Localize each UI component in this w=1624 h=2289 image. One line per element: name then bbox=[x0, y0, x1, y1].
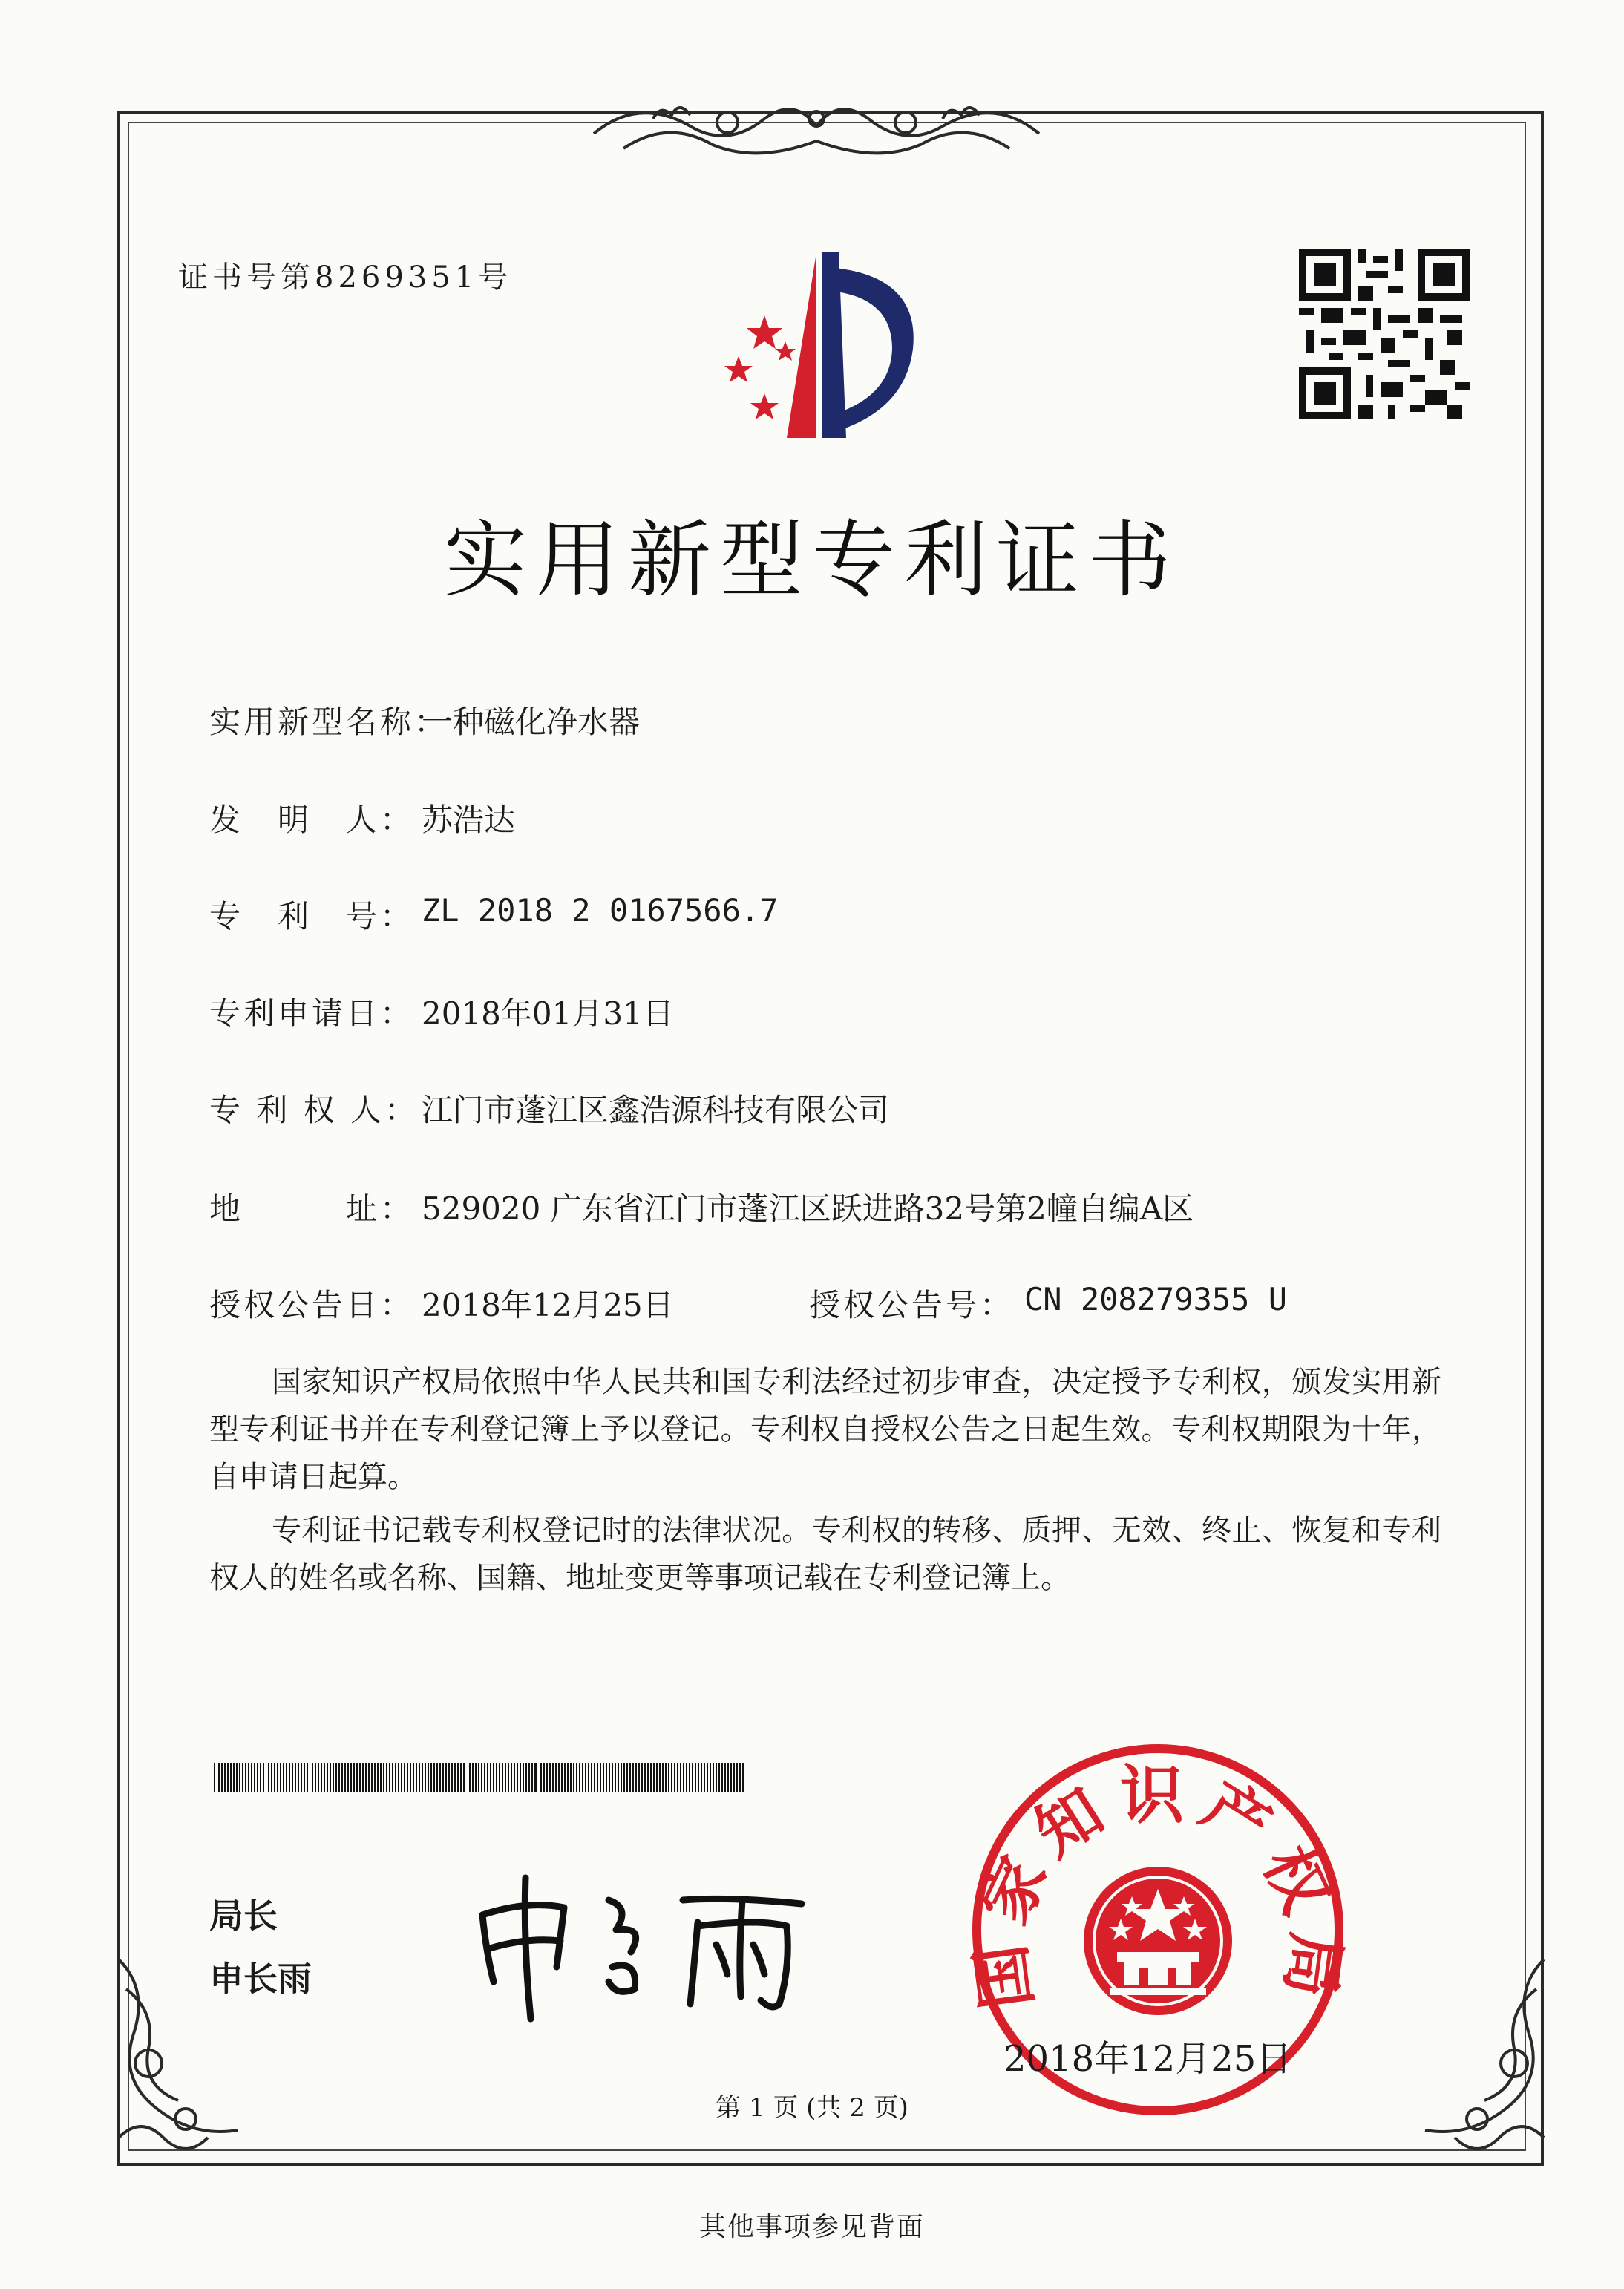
grant-date-label: 授权公告日： bbox=[209, 1287, 415, 1323]
page-indicator: 第 1 页 (共 2 页) bbox=[716, 2093, 908, 2123]
patentee-value: 江门市蓬江区鑫浩源科技有限公司 bbox=[422, 1092, 890, 1128]
seal-date: 2018年12月25日 bbox=[1003, 2038, 1292, 2080]
statement-block bbox=[209, 1358, 1441, 1602]
signatory-title: 局长 bbox=[209, 1896, 278, 1936]
statement-paragraph: 专利证书记载专利权登记时的法律状况。专利权的转移、质押、无效、终止、恢复和专利权人的姓名或名称、国籍、地址变更等事项记载在专利登记簿上。 bbox=[209, 1513, 1441, 1595]
address-value: 529020 广东省江门市蓬江区跃进路32号第2幢自编A区 bbox=[422, 1191, 1194, 1227]
certificate-number: 证书号第8269351号 bbox=[178, 261, 513, 295]
director-signature bbox=[460, 1856, 831, 2026]
qr-code-icon bbox=[1299, 249, 1470, 419]
application-date-value: 2018年01月31日 bbox=[422, 995, 674, 1032]
name-label: 实用新型名称： bbox=[209, 704, 449, 740]
statement-paragraph: 国家知识产权局依照中华人民共和国专利法经过初步审查，决定授予专利权，颁发实用新型专利证书并在专利登记簿上予以登记。专利权自授权公告之日起生效。专利权期限为十年，自申请日起算。 bbox=[209, 1365, 1441, 1494]
top-ornament-icon bbox=[579, 89, 1054, 171]
cnipa-logo-icon bbox=[698, 245, 935, 445]
address-label: 地 址： bbox=[209, 1191, 415, 1227]
seal-text: 国家知识产权局 bbox=[965, 1758, 1351, 2014]
national-emblem-icon bbox=[1084, 1867, 1232, 2015]
footer-note: 其他事项参见背面 bbox=[698, 2212, 925, 2242]
page-title: 实用新型专利证书 bbox=[444, 512, 1180, 609]
application-date-label: 专利申请日： bbox=[209, 995, 415, 1032]
grant-number-value: CN 208279355 U bbox=[1024, 1281, 1288, 1317]
patent-number-value: ZL 2018 2 0167566.7 bbox=[422, 892, 779, 929]
grant-number-label: 授权公告号： bbox=[809, 1287, 1015, 1323]
inventor-label: 发 明 人： bbox=[209, 802, 415, 838]
patentee-label: 专 利 权 人： bbox=[209, 1092, 419, 1128]
grant-date-value: 2018年12月25日 bbox=[422, 1287, 674, 1323]
signatory-name: 申长雨 bbox=[209, 1959, 312, 1999]
patent-number-label: 专 利 号： bbox=[209, 898, 415, 934]
name-value: 一种磁化净水器 bbox=[422, 704, 641, 740]
corner-ornament-icon bbox=[1410, 1945, 1559, 2167]
inventor-value: 苏浩达 bbox=[422, 802, 516, 838]
barcode-icon bbox=[214, 1763, 748, 1792]
